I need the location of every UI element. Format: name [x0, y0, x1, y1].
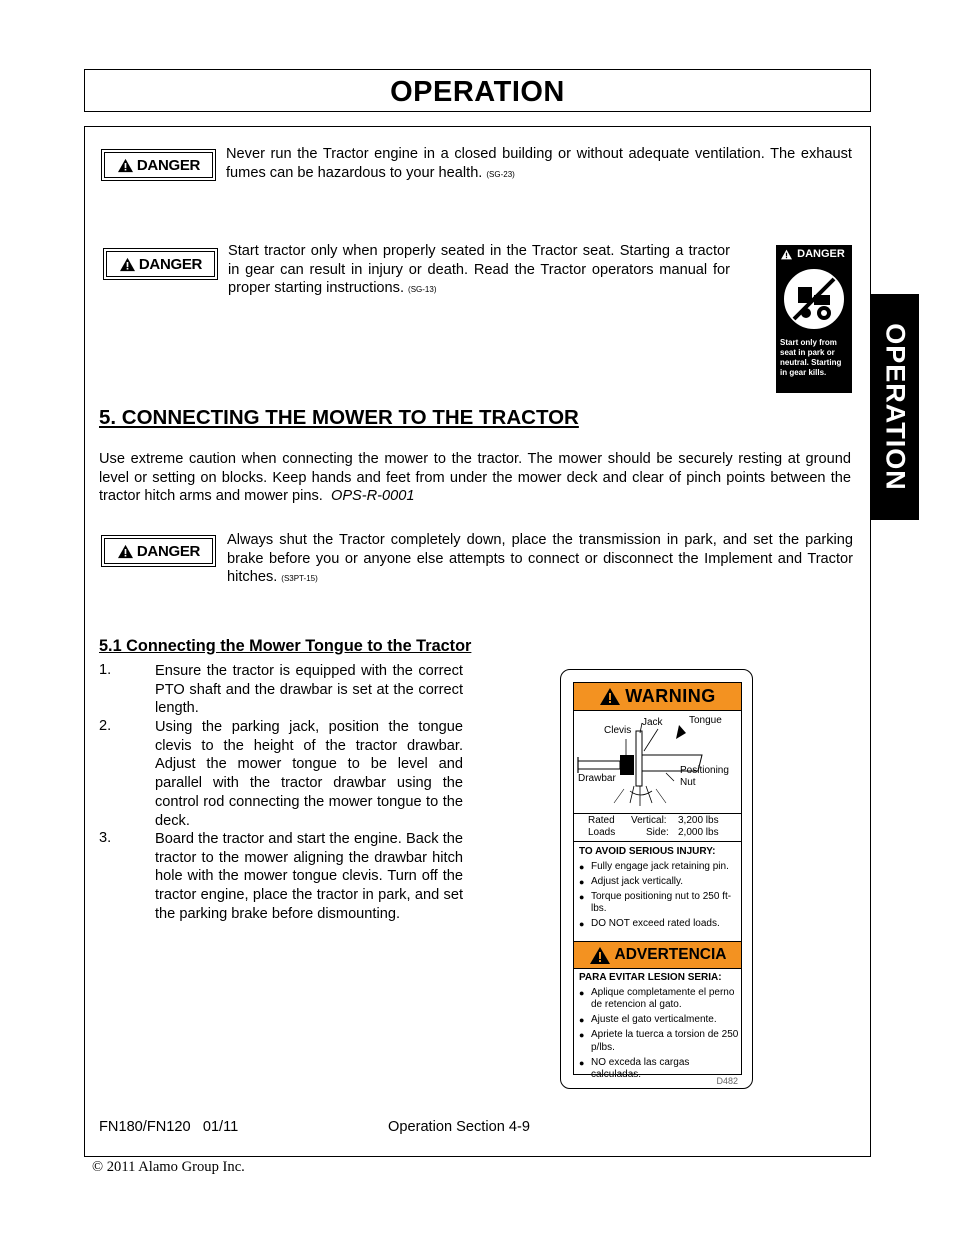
danger-label: DANGER — [136, 156, 201, 174]
warning-body: Start tractor only when properly seated in the Tractor seat. Starting a tractor in gear can result in injury or death. Read the Tractor operators manual for proper starting instructions. — [228, 243, 730, 297]
list-item: ● Apriete la tuerca a torsion de 250 p/lbs. — [579, 1029, 739, 1054]
danger-decal — [776, 245, 852, 393]
step-number: 1. — [99, 662, 112, 678]
list-item: ● Aplique completamente el perno de retencion al gato. — [579, 987, 739, 1012]
step-text: Using the parking jack, position the tongue clevis to the height of the tractor drawbar. Adjust the mower tongue to be level and parallel with the tractor drawbar using the control rod connecting the mower tongue to the deck. — [155, 719, 463, 829]
decal-code: D482 — [716, 1076, 738, 1086]
list-item: ● DO NOT exceed rated loads. — [579, 918, 739, 931]
list-item: ● Torque positioning nut to 250 ft-lbs. — [579, 891, 739, 916]
decal-text: Start only from seat in park or neutral. Starting in gear kills. — [780, 338, 842, 377]
clevis-label: Clevis — [604, 725, 632, 736]
warning-ref: (SG-23) — [486, 169, 515, 179]
advertencia-bar — [574, 941, 741, 969]
section-heading: 5. CONNECTING THE MOWER TO THE TRACTOR — [99, 406, 579, 429]
intro-ref: OPS-R-0001 — [330, 488, 415, 505]
warning-text — [228, 242, 730, 300]
danger-badge — [101, 535, 216, 567]
warning-ref: (SG-13) — [408, 285, 437, 295]
warning-triangle-icon — [599, 687, 621, 706]
vertical-value: 3,200 lbs — [678, 815, 719, 826]
list-item: ● NO exceda las cargas calculadas. — [579, 1057, 739, 1082]
tongue-label: Tongue — [689, 715, 722, 726]
danger-badge — [103, 248, 218, 280]
warning-body: Never run the Tractor engine in a closed building or without adequate ventilation. The exhaust fumes can be hazardous to your health. — [226, 146, 852, 181]
danger-badge — [101, 149, 216, 181]
side-tab — [870, 294, 919, 520]
warning-triangle-icon — [119, 257, 136, 272]
warning-body: Always shut the Tractor completely down, place the transmission in park, and set the parking brake before you or anyone else attempts to connect or disconnect the Implement and Tractor hitches. — [227, 532, 853, 586]
spanish-instructions — [579, 972, 739, 1084]
side-tab-label: OPERATION — [880, 323, 910, 491]
warning-triangle-icon — [117, 544, 134, 559]
intro-text: Use extreme caution when connecting the mower to the tractor. The mower should be securely resting at ground level or setting on blocks. Keep hands and feet from under the mower deck and clear of pinch points between the tractor hitch arms and mower pins. — [99, 451, 851, 505]
step-number: 2. — [99, 718, 112, 734]
english-instructions — [579, 846, 739, 933]
warning-ref: (S3PT-15) — [281, 574, 318, 584]
warning-decal — [560, 669, 753, 1089]
list-item: ● Adjust jack vertically. — [579, 876, 739, 889]
warning-text — [226, 145, 852, 184]
warning-text — [227, 531, 853, 589]
nut-label: Nut — [680, 777, 696, 788]
positioning-label: Positioning — [680, 765, 729, 776]
list-item: ● Fully engage jack retaining pin. — [579, 861, 739, 874]
footer-model: FN180/FN120 01/11 — [99, 1119, 239, 1135]
step-text: Ensure the tractor is equipped with the correct PTO shaft and the drawbar is set at the correct length. — [155, 663, 463, 717]
warning-triangle-icon — [117, 158, 134, 173]
list-item: ● Ajuste el gato verticalmente. — [579, 1014, 739, 1027]
decal-title: DANGER — [797, 248, 845, 260]
side-value: 2,000 lbs — [678, 827, 719, 838]
drawbar-label: Drawbar — [578, 773, 616, 784]
side-label: Side: — [646, 827, 669, 838]
step-text: Board the tractor and start the engine. Back the tractor to the mower aligning the drawbar hitch hole with the mower tongue clevis. Turn off the tractor engine, place the tractor in park, and set the parking brake before dismounting. — [155, 831, 463, 922]
header-box — [84, 69, 871, 112]
danger-label: DANGER — [138, 255, 203, 273]
instructions-header: TO AVOID SERIOUS INJURY: — [579, 846, 716, 857]
instructions-header: PARA EVITAR LESION SERIA: — [579, 972, 722, 983]
section-intro — [99, 450, 851, 506]
warning-bar — [574, 683, 741, 711]
vertical-label: Vertical: — [631, 815, 667, 826]
page-title: OPERATION — [390, 76, 565, 108]
copyright: © 2011 Alamo Group Inc. — [92, 1159, 245, 1175]
advertencia-title: ADVERTENCIA — [614, 946, 727, 963]
warning-triangle-icon — [589, 946, 611, 965]
no-start-icon — [781, 266, 847, 332]
rated-label: Rated — [588, 815, 615, 826]
jack-label: Jack — [642, 717, 663, 728]
warning-title: WARNING — [625, 686, 716, 706]
danger-label: DANGER — [136, 542, 201, 560]
step-number: 3. — [99, 830, 112, 846]
footer-section: Operation Section 4-9 — [388, 1119, 530, 1135]
subsection-heading: 5.1 Connecting the Mower Tongue to the Tractor — [99, 637, 472, 655]
loads-label: Loads — [588, 827, 616, 838]
